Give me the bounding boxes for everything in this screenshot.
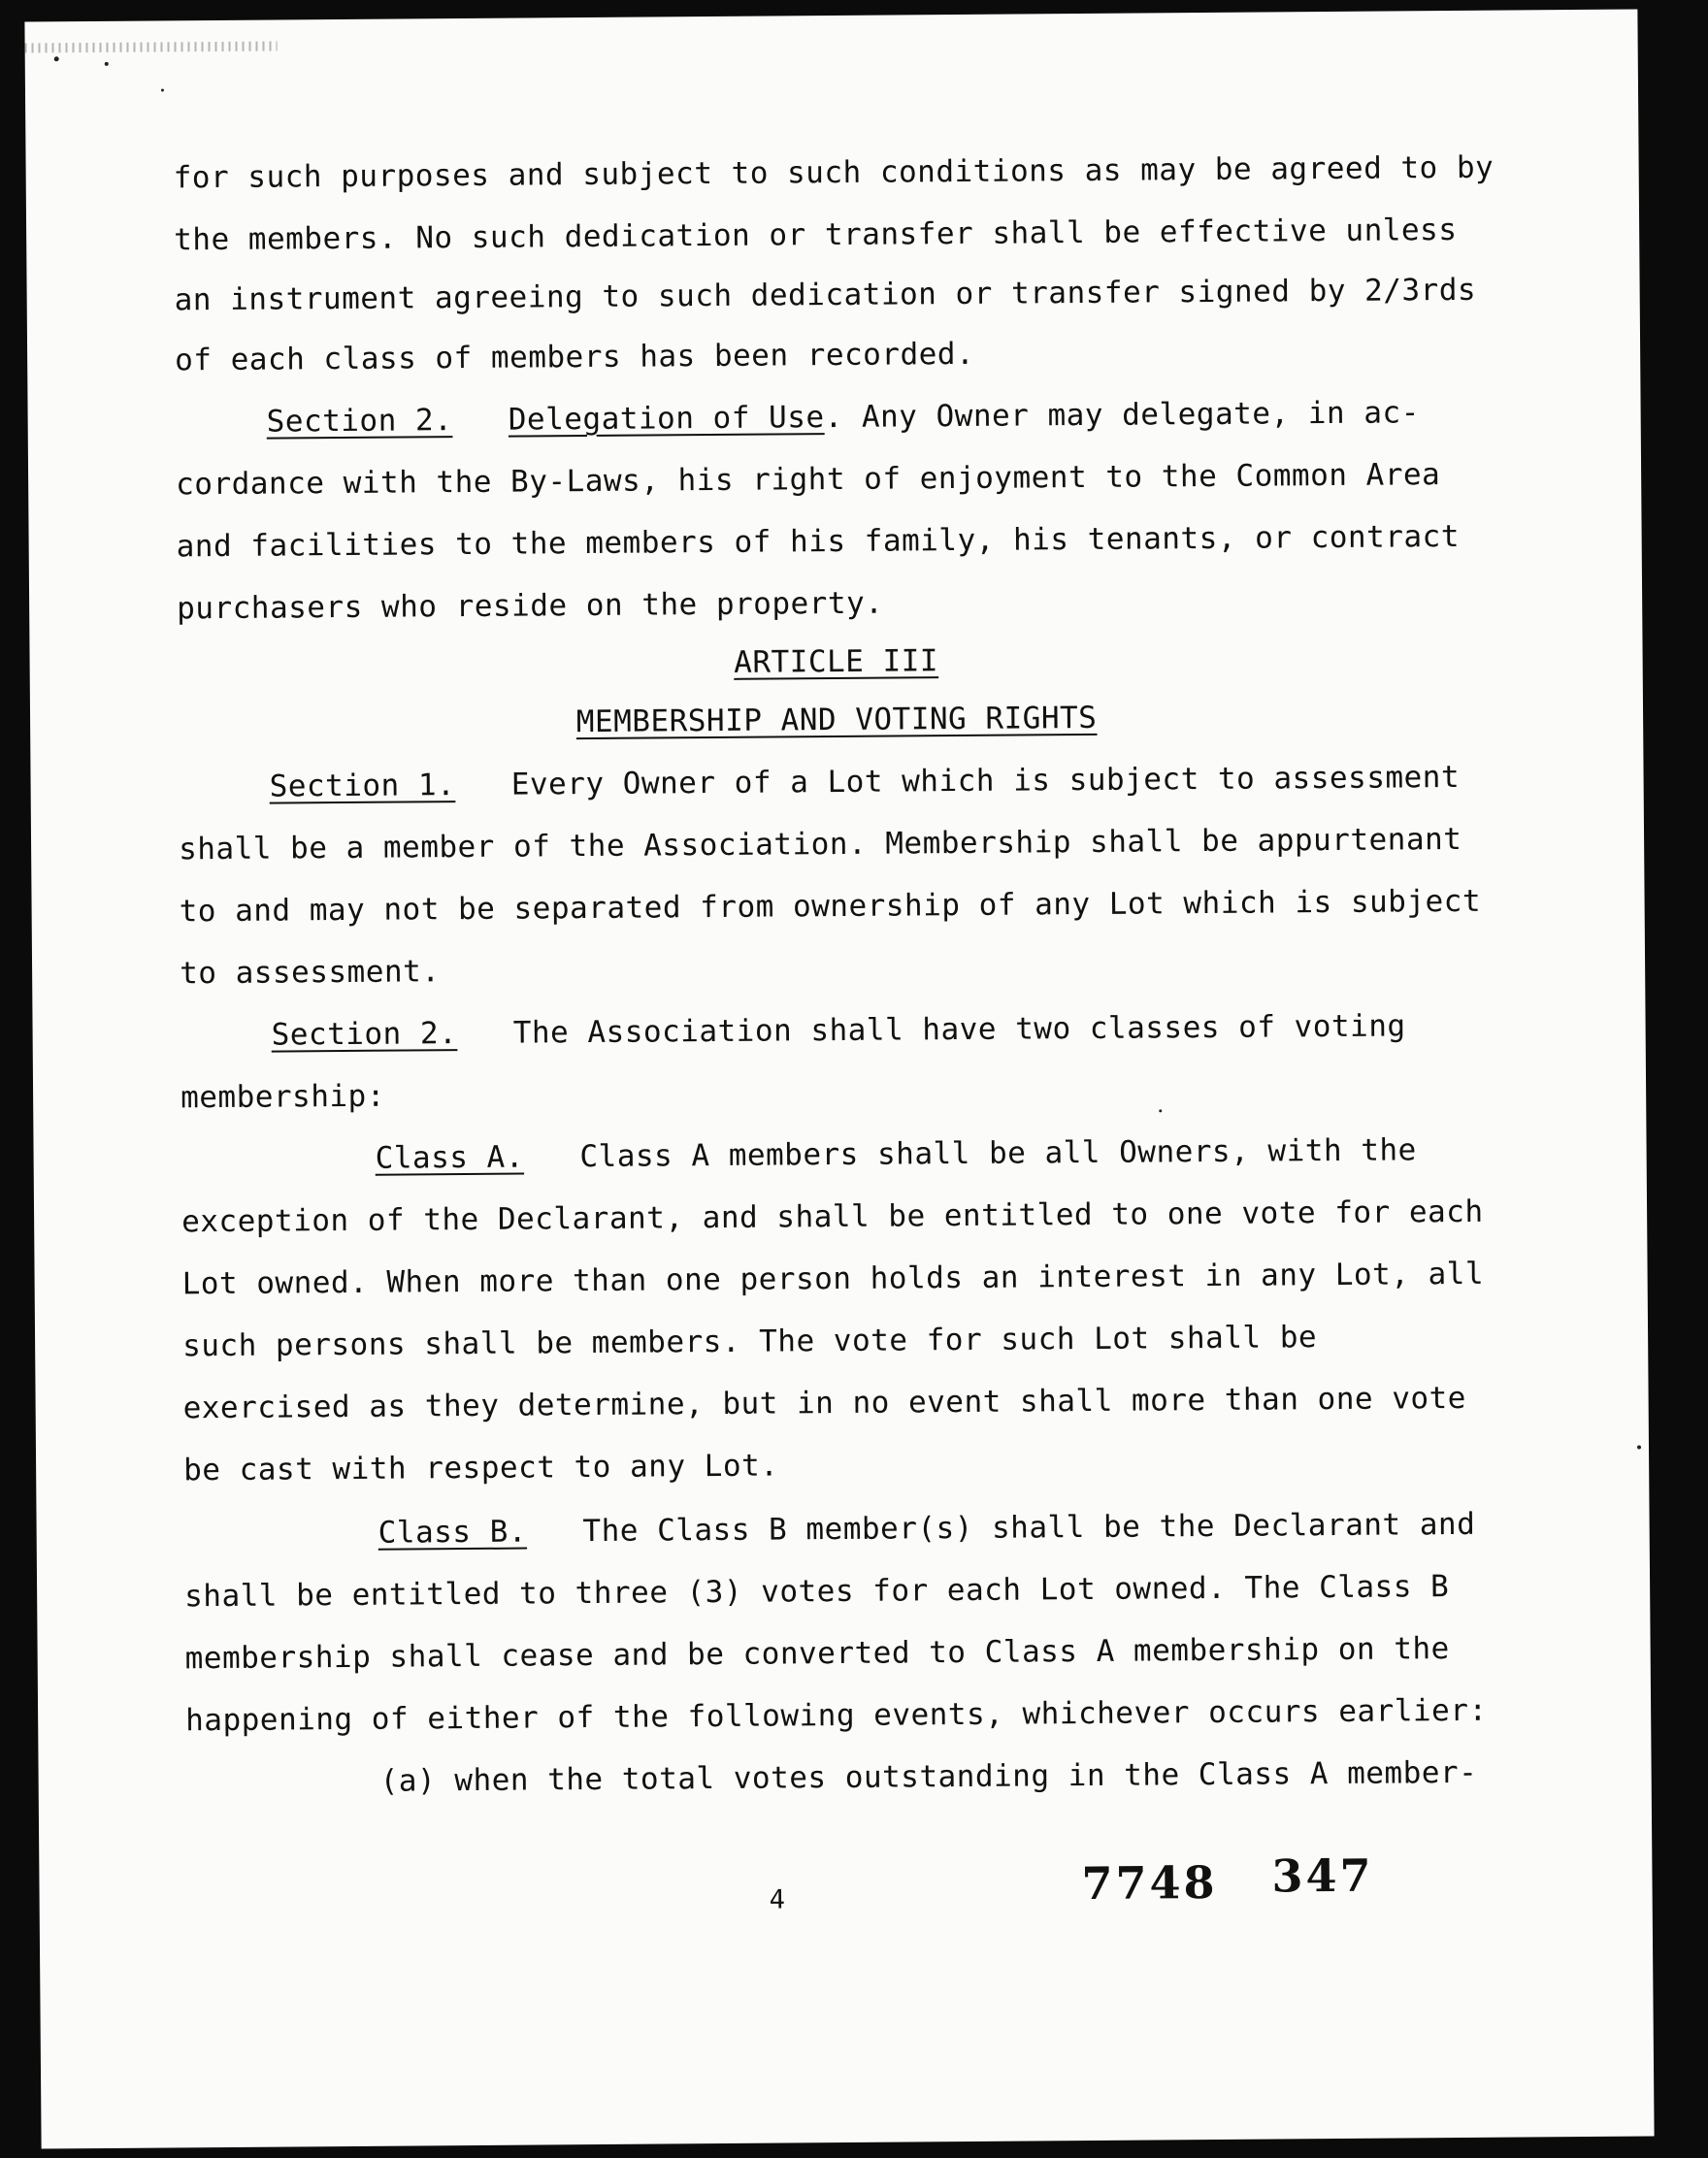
section-title: Delegation of Use [508, 400, 825, 438]
text-line: for such purposes and subject to such conditions as may be agreed to by [173, 149, 1494, 196]
text-line: be cast with respect to any Lot. [183, 1448, 779, 1488]
body-line [174, 211, 1458, 259]
class-label: Class A. [375, 1139, 525, 1176]
text-line: happening of either of the following events, whichever occurs earlier: [185, 1692, 1488, 1739]
body-line [183, 1447, 779, 1490]
text-line: of each class of members has been recorded. [175, 336, 975, 378]
body-line [380, 1753, 1478, 1801]
document-page [24, 10, 1654, 2149]
text-line: exception of the Declarant, and shall be entitled to one vote for each [181, 1193, 1484, 1240]
text-line: shall be a member of the Association. Membership shall be appurtenant [178, 821, 1462, 867]
body-line [185, 1691, 1488, 1741]
body-line [185, 1629, 1450, 1678]
text-line: membership: [180, 1078, 386, 1116]
body-line [176, 455, 1440, 504]
body-line [180, 952, 441, 993]
body-line [182, 1379, 1466, 1427]
body-line [179, 882, 1481, 932]
text-line: (a) when the total votes outstanding in the Class A member- [379, 1754, 1478, 1799]
body-line [182, 1318, 1317, 1365]
text-line: Every Owner of a Lot which is subject to assessment [510, 759, 1461, 802]
body-line [378, 1505, 1476, 1553]
section-label: Section 2. [266, 403, 453, 440]
scan-speck [1637, 1446, 1641, 1450]
body-line [375, 1130, 1416, 1177]
body-line [177, 517, 1461, 566]
body-line [174, 147, 1552, 197]
text-line: The Class B member(s) shall be the Declarant and [582, 1506, 1476, 1550]
recording-book-number: 7748 [1081, 1855, 1218, 1911]
article-title: MEMBERSHIP AND VOTING RIGHTS [575, 700, 1098, 740]
article-heading [29, 636, 1642, 687]
article-title-row [30, 694, 1643, 745]
body-line [179, 820, 1462, 868]
text-line: The Association shall have two classes of voting [512, 1008, 1406, 1051]
text-line: to assessment. [179, 954, 441, 992]
scan-speck [161, 88, 164, 91]
text-line: an instrument agreeing to such dedication or transfer signed by 2/3rds [174, 272, 1477, 318]
body-line [175, 335, 974, 379]
body-line [175, 271, 1477, 320]
body-line [269, 758, 1460, 806]
text-line: cordance with the By-Laws, his right of enjoyment to the Common Area [176, 457, 1441, 503]
article-number: ARTICLE III [734, 643, 939, 680]
body-line [184, 1567, 1449, 1616]
body-line [181, 1255, 1484, 1304]
scan-speck [1159, 1109, 1162, 1112]
body-line [177, 584, 884, 629]
section-label: Section 1. [269, 768, 456, 804]
scan-speck [54, 56, 59, 61]
body-line [181, 1193, 1484, 1242]
section-label: Section 2. [271, 1016, 458, 1053]
recording-page-number: 347 [1271, 1848, 1374, 1903]
body-line [181, 1077, 385, 1118]
body-line [271, 1006, 1405, 1054]
text-line: purchasers who reside on the property. [177, 585, 884, 627]
text-line: Lot owned. When more than one person holds an interest in any Lot, all [181, 1256, 1485, 1302]
text-line: the members. No such dedication or transfer shall be effective unless [174, 212, 1458, 258]
class-label: Class B. [378, 1514, 528, 1551]
text-line: to and may not be separated from ownership of any Lot which is subject [179, 883, 1482, 930]
body-line [267, 393, 1420, 441]
text-line: shall be entitled to three (3) votes for each Lot owned. The Class B [184, 1569, 1450, 1615]
text-line: . Any Owner may delegate, in ac- [824, 395, 1420, 436]
scan-edge-noise [25, 42, 278, 53]
text-line: membership shall cease and be converted to Class A membership on the [184, 1631, 1450, 1677]
text-line: and facilities to the members of his family, his tenants, or contract [176, 518, 1461, 565]
text-line: exercised as they determine, but in no event shall more than one vote [182, 1380, 1467, 1426]
page-number: 4 [769, 1884, 786, 1915]
text-line: such persons shall be members. The vote for such Lot shall be [182, 1320, 1318, 1364]
text-line: Class A members shall be all Owners, with the [579, 1132, 1417, 1175]
scan-speck [105, 62, 109, 66]
